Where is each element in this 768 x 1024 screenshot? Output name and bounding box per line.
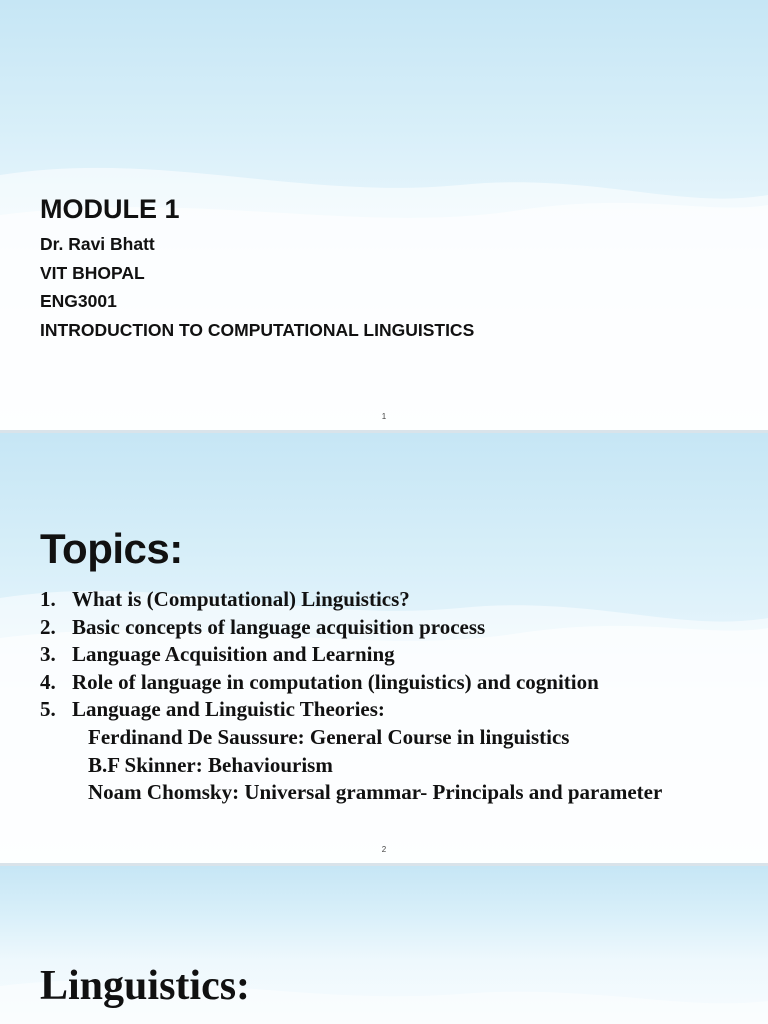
course-title: INTRODUCTION TO COMPUTATIONAL LINGUISTICS [40,319,475,340]
sub-list-item: Ferdinand De Saussure: General Course in linguistics [88,724,570,749]
institution: VIT BHOPAL [40,262,145,283]
item-text: What is (Computational) Linguistics? [72,587,410,611]
list-item [40,696,662,724]
slide-subtitle-lines [40,230,474,344]
item-text: Language Acquisition and Learning [72,642,395,667]
slide-3 [0,866,768,1024]
course-code: ENG3001 [40,291,117,312]
slide-title: Topics: [40,525,183,572]
slide-number: 1 [381,412,387,421]
slide-title: Linguistics: [40,963,251,1009]
list-item [40,586,662,614]
slide-number: 2 [381,845,387,854]
slide-2 [0,433,768,863]
slide-title: MODULE 1 [40,194,180,224]
list-item [40,641,662,669]
topics-list [40,586,662,807]
item-number: 3. [40,642,56,667]
item-number: 4. [40,669,56,694]
item-text: Basic concepts of language acquisition process [72,614,486,639]
item-number: 1. [40,587,56,611]
list-item [40,669,662,697]
item-text: Language and Linguistic Theories: [72,697,385,722]
author-name: Dr. Ravi Bhatt [40,234,155,254]
sub-list-item: B.F Skinner: Behaviourism [88,752,333,777]
item-text: Role of language in computation (linguistics) and cognition [72,669,599,694]
item-number: 2. [40,614,56,639]
sub-list-item: Noam Chomsky: Universal grammar- Principals and parameter [88,780,663,805]
item-number: 5. [40,697,56,722]
slide-1 [0,0,768,430]
list-item [40,614,662,642]
